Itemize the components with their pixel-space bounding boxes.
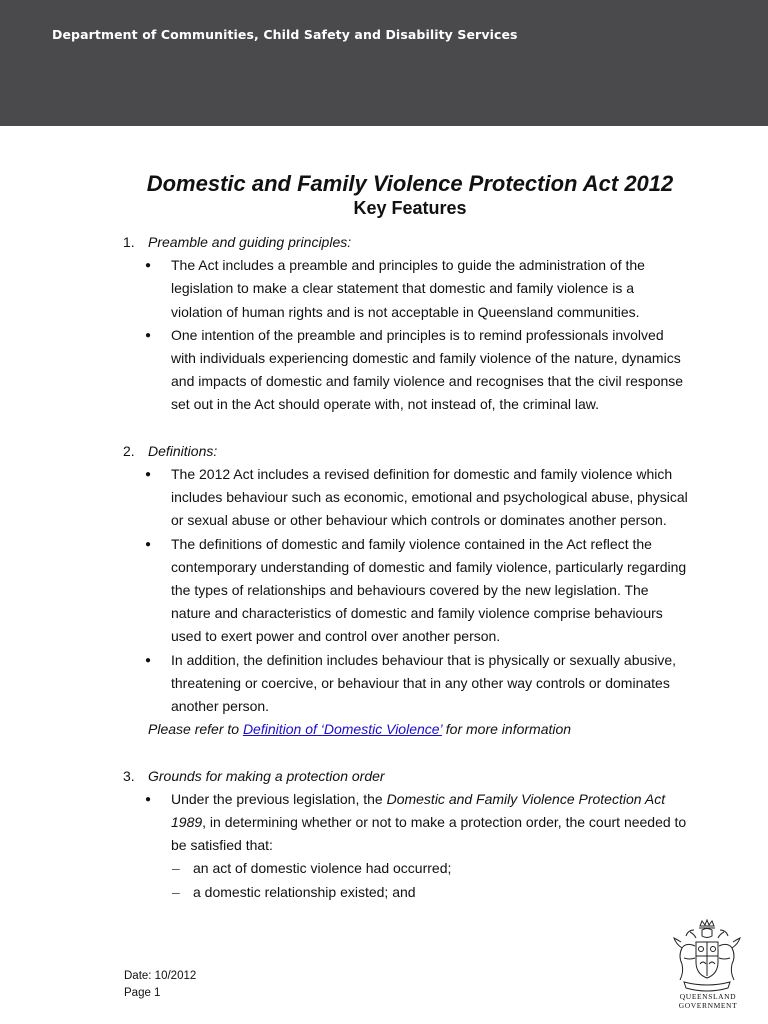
bullet-item — [0, 788, 768, 858]
bullet-item — [0, 463, 768, 533]
section-heading — [0, 765, 768, 788]
refer-note — [0, 718, 768, 741]
bullet-line: One intention of the preamble and principles is to remind professionals involved — [171, 326, 664, 343]
bullet-icon: ● — [145, 654, 152, 666]
document-body — [0, 231, 768, 904]
section-title: Preamble and guiding principles: — [148, 234, 352, 250]
queensland-coat-of-arms-icon — [668, 918, 746, 1002]
logo-line-1: QUEENSLAND — [679, 992, 737, 1001]
bullet-icon: ● — [145, 329, 152, 341]
document-title: Domestic and Family Violence Protection Act 2012 — [146, 171, 674, 196]
dash-icon: – — [172, 860, 180, 877]
bullet-line: includes behaviour such as economic, emotional and psychological abuse, physical — [171, 489, 688, 506]
footer-date: Date: 10/2012 — [124, 970, 197, 982]
refer-before: Please refer to — [148, 721, 243, 738]
government-logo-text — [672, 992, 744, 1010]
bullet-line: violation of human rights and is not acceptable in Queensland communities. — [171, 303, 640, 320]
bullet-line: set out in the Act should operate with, not instead of, the criminal law. — [171, 396, 600, 413]
act-year: 1989 — [171, 814, 203, 831]
bullet-item — [0, 649, 768, 719]
bullet-line: The 2012 Act includes a revised definition for domestic and family violence which — [171, 466, 673, 483]
section-heading — [0, 231, 768, 254]
dash-item — [0, 857, 768, 880]
bullet-line: be satisfied that: — [171, 837, 273, 854]
bullet-item — [0, 254, 768, 324]
page-footer — [124, 968, 196, 1002]
bullet-icon: ● — [145, 260, 152, 272]
bullet-line: the types of relationships and behaviours covered by the new legislation. The — [171, 582, 649, 599]
section-title: Grounds for making a protection order — [148, 767, 385, 784]
text-run: , in determining whether or not to make a protection order, the court needed to — [202, 814, 687, 831]
bullet-line: with individuals experiencing domestic and family violence of the nature, dynamics — [171, 350, 681, 367]
document-subtitle: Key Features — [353, 198, 467, 218]
bullet-line — [171, 811, 708, 834]
dash-icon: – — [172, 883, 180, 900]
text-run: Under the previous legislation, the — [171, 790, 387, 807]
section-heading — [0, 440, 768, 463]
bullet-line: The Act includes a preamble and principles to guide the administration of the — [171, 257, 645, 274]
refer-after: for more information — [441, 721, 572, 738]
bullet-line: In addition, the definition includes behaviour that is physically or sexually abusive, — [171, 651, 677, 668]
header-band — [0, 0, 768, 126]
section-number: 3. — [123, 767, 135, 784]
logo-line-2: GOVERNMENT — [678, 1001, 738, 1010]
bullet-line: or sexual abuse or other behaviour which controls or dominates another person. — [171, 512, 667, 529]
dash-item — [0, 881, 768, 904]
bullet-line: The definitions of domestic and family violence contained in the Act reflect the — [171, 535, 652, 552]
act-name: Domestic and Family Violence Protection Act — [386, 790, 666, 807]
bullet-item — [0, 324, 768, 417]
department-name: Department of Communities, Child Safety and Disability Services — [52, 27, 518, 42]
bullet-line: and impacts of domestic and family violence and recognises that the civil response — [171, 373, 684, 390]
bullet-item — [0, 533, 768, 649]
bullet-icon: ● — [145, 538, 152, 550]
bullet-line: legislation to make a clear statement that domestic and family violence is a — [171, 280, 635, 297]
footer-page: Page 1 — [124, 987, 161, 999]
bullet-line: contemporary understanding of domestic and family violence, particularly regarding — [171, 558, 687, 575]
definition-link[interactable]: Definition of ‘Domestic Violence’ — [242, 721, 442, 738]
dash-text: a domestic relationship existed; and — [193, 883, 416, 900]
dash-text: an act of domestic violence had occurred; — [193, 860, 452, 877]
bullet-icon: ● — [145, 793, 152, 805]
section-title: Definitions: — [148, 442, 218, 459]
section-number: 1. — [123, 234, 135, 250]
bullet-icon: ● — [145, 469, 152, 481]
bullet-line: threatening or coercive, or behaviour that in any other way controls or dominates — [171, 674, 670, 691]
bullet-line: nature and characteristics of domestic and family violence comprise behaviours — [171, 605, 663, 622]
bullet-line — [171, 788, 708, 811]
section-number: 2. — [123, 442, 135, 459]
bullet-line: used to exert power and control over another person. — [171, 628, 501, 645]
bullet-line: another person. — [171, 698, 270, 715]
